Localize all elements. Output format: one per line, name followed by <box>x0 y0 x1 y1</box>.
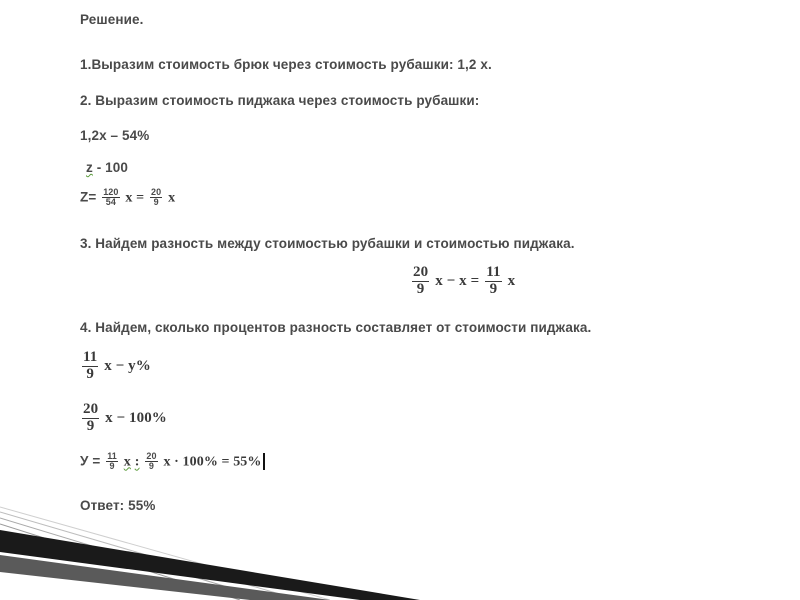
equation-c-mid: x = <box>125 190 145 206</box>
equation-e-fraction: $\frac{11}{9}$ <box>83 349 98 382</box>
step-1: 1.Выразим стоимость брюк через стоимость рубашки: 1,2 х. <box>80 57 492 72</box>
equation-g-fraction-2: $\frac{20}{9}$ <box>146 451 157 472</box>
equation-f-tail: x − 100% <box>105 409 167 426</box>
equation-g-lhs: У = <box>80 453 101 469</box>
equation-d-fraction-2: $\frac{11}{9}$ <box>486 264 501 297</box>
equation-f-fraction: $\frac{20}{9}$ <box>83 401 99 434</box>
solution-heading: Решение. <box>80 12 144 27</box>
answer-line: Ответ: 55% <box>80 498 156 513</box>
equation-d-tail: x <box>507 272 516 289</box>
equation-g-fraction-1: $\frac{11}{9}$ <box>107 451 117 472</box>
equation-g-tail: x · 100% = 55% <box>163 454 262 470</box>
equation-g-mid: x <box>123 454 131 470</box>
equation-c-lhs: Z= <box>80 189 97 205</box>
equation-g-operator: : <box>134 454 140 470</box>
step-2: 2. Выразим стоимость пиджака через стоимость рубашки: <box>80 93 480 108</box>
equation-d-fraction-1: $\frac{20}{9}$ <box>413 264 429 297</box>
equation-c-fraction-1: $\frac{120}{54}$ <box>103 187 119 208</box>
step-4: 4. Найдем, сколько процентов разность составляет от стоимости пиджака. <box>80 320 592 335</box>
equation-a: 1,2х – 54% <box>80 128 150 143</box>
equation-c-tail: x <box>168 190 176 206</box>
equation-c-fraction-2: $\frac{20}{9}$ <box>151 187 162 208</box>
equation-b-rest: - 100 <box>92 160 128 175</box>
step-3: 3. Найдем разность между стоимостью рубашки и стоимостью пиджака. <box>80 236 575 251</box>
equation-d-mid: x − x = <box>435 272 480 289</box>
equation-b-variable: z <box>86 160 93 175</box>
equation-e-tail: x − y% <box>104 357 151 374</box>
